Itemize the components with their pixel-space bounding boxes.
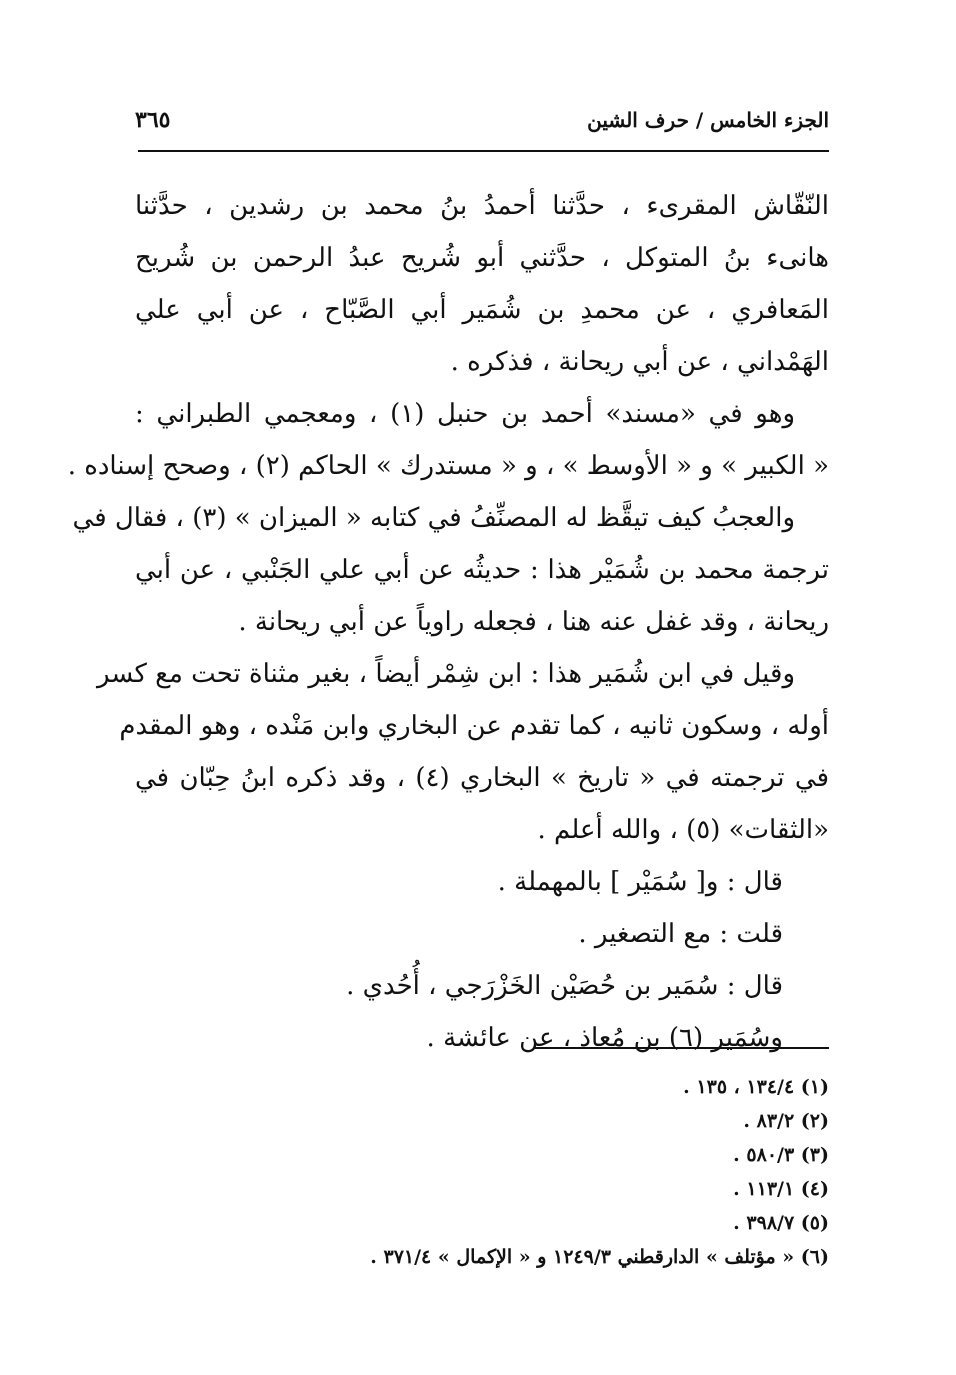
footnote-rule	[535, 1047, 829, 1049]
footnote: (٦) « مؤتلف » الدارقطني ١٢٤٩/٣ و « الإكمال » ٣٧١/٤ .	[370, 1246, 829, 1268]
text-line: وسُمَير (٦) بن مُعاذ ، عن عائشة .	[426, 1023, 783, 1053]
footnote: (١) ١٣٤/٤ ، ١٣٥ .	[683, 1076, 829, 1098]
main-text	[67, 180, 829, 1064]
text-line: قلت : مع التصغير .	[578, 919, 783, 949]
running-header	[135, 100, 829, 140]
text-line: المَعافري ، عن محمدِ بن شُمَير أبي الصَّبّاح ، عن أبي علي	[135, 295, 829, 325]
text-line: أوله ، وسكون ثانيه ، كما تقدم عن البخاري وابن مَنْده ، وهو المقدم	[119, 711, 829, 741]
text-line: « الكبير » و « الأوسط » ، و « مستدرك » الحاكم (٢) ، وصحح إسناده .	[67, 451, 829, 481]
running-title: الجزء الخامس / حرف الشين	[587, 108, 829, 132]
footnote: (٣) ٥٨٠/٣ .	[733, 1144, 829, 1166]
text-line: قال : و[ سُمَيْر ] بالمهملة .	[497, 867, 783, 897]
text-line: والعجبُ كيف تيقَّظ له المصنِّفُ في كتابه « الميزان » (٣) ، فقال في	[72, 503, 795, 533]
text-line: «الثقات» (٥) ، والله أعلم .	[537, 815, 829, 845]
text-line: النّقّاش المقرىء ، حدَّثنا أحمدُ بنُ محمد بن رشدين ، حدَّثنا	[135, 191, 829, 221]
footnotes	[300, 1070, 829, 1274]
text-line: وهو في «مسند» أحمد بن حنبل (١) ، ومعجمي الطبراني :	[135, 399, 795, 429]
text-line: قال : سُمَير بن حُصَيْن الخَزْرَجي ، أُحُدي .	[346, 971, 783, 1001]
text-line: في ترجمته في « تاريخ » البخاري (٤) ، وقد ذكره ابنُ حِبّان في	[135, 763, 829, 793]
page-number: ٣٦٥	[135, 107, 171, 133]
text-line: الهَمْداني ، عن أبي ريحانة ، فذكره .	[450, 347, 829, 377]
text-line: وقيل في ابن شُمَير هذا : ابن شِمْر أيضاً ، بغير مثناة تحت مع كسر	[96, 659, 795, 689]
header-rule	[138, 150, 829, 152]
footnote: (٤) ١١٣/١ .	[733, 1178, 829, 1200]
text-line: ريحانة ، وقد غفل عنه هنا ، فجعله راوياً عن أبي ريحانة .	[238, 607, 829, 637]
footnote: (٥) ٣٩٨/٧ .	[733, 1212, 829, 1234]
text-line: ترجمة محمد بن شُمَيْر هذا : حديثُه عن أبي علي الجَنْبي ، عن أبي	[135, 555, 829, 585]
text-line: هانىء بنُ المتوكل ، حدَّثني أبو شُريح عبدُ الرحمن بن شُريح	[135, 243, 829, 273]
footnote: (٢) ٨٣/٢ .	[743, 1110, 829, 1132]
